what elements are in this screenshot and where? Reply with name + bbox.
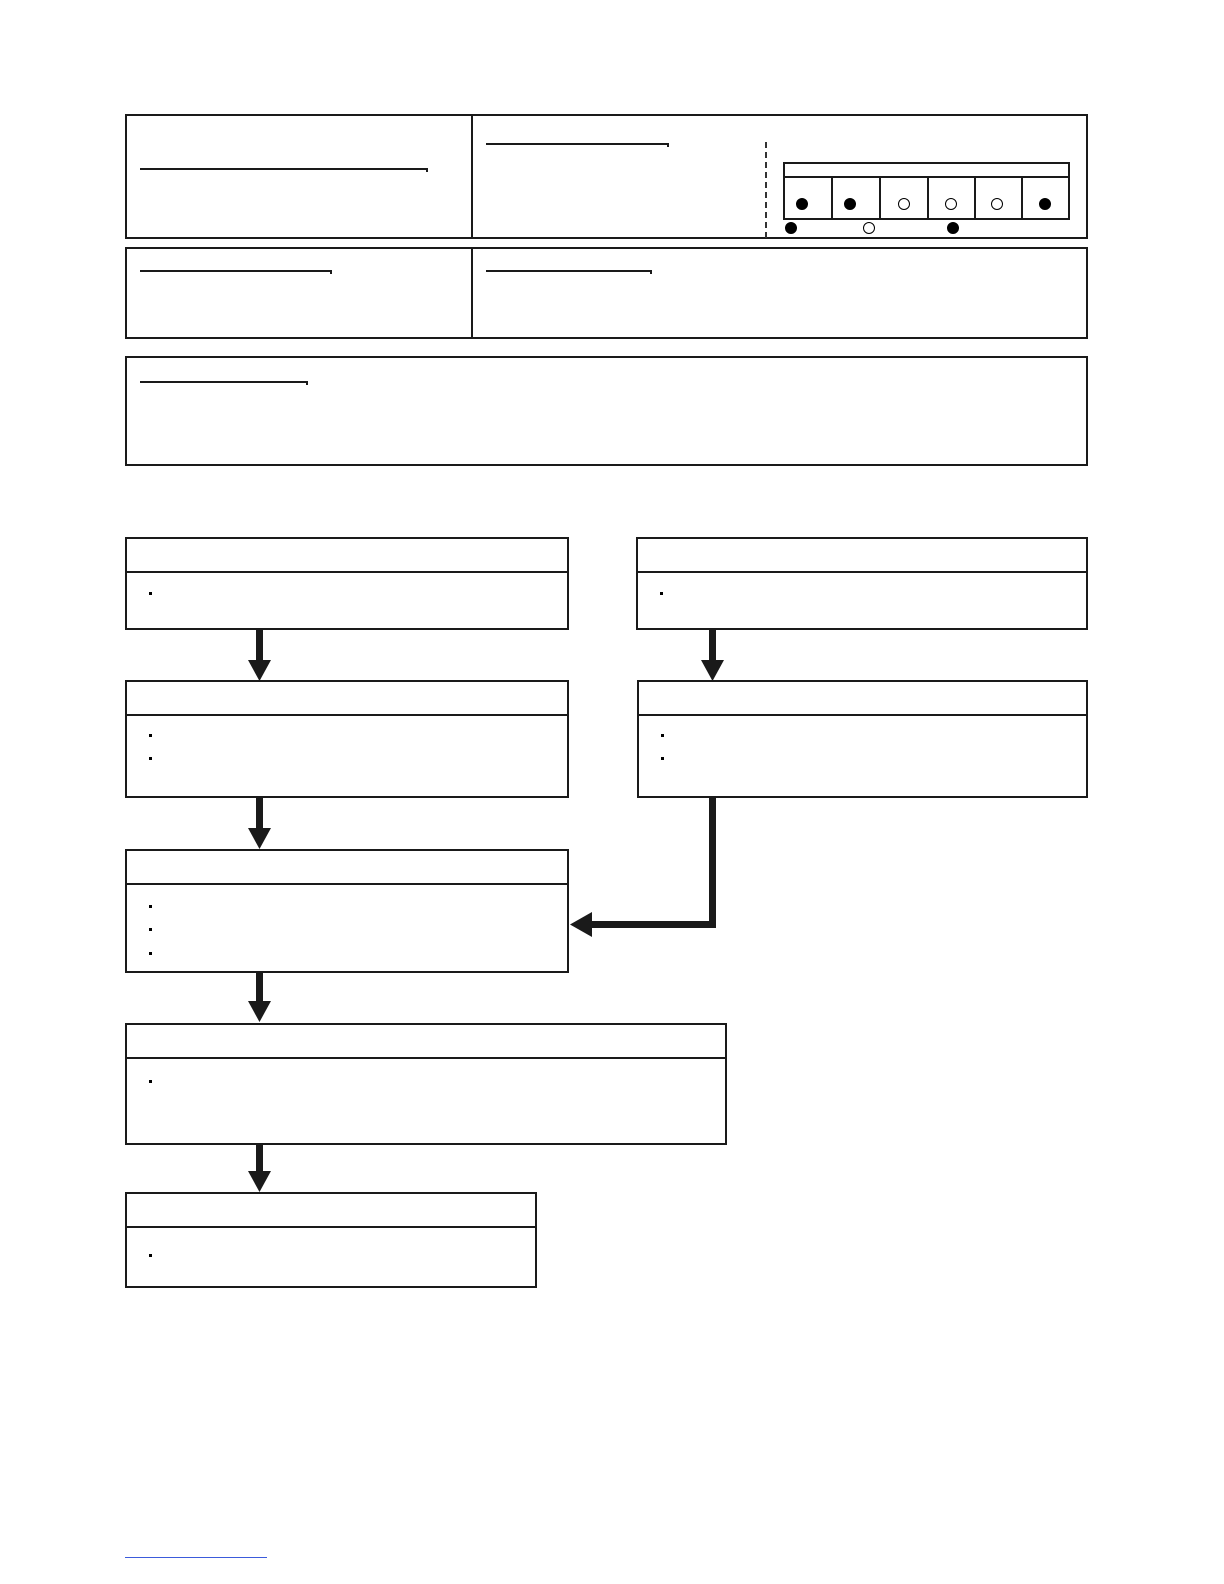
footer-link-underline[interactable] — [125, 1557, 267, 1558]
arrow-shaft — [256, 973, 263, 1003]
arrow-head — [248, 1001, 271, 1022]
arrow-head — [248, 660, 271, 681]
arrow-head — [570, 912, 592, 937]
arrow-shaft — [709, 798, 716, 928]
arrow-shaft — [256, 1145, 263, 1173]
arrow-head — [248, 828, 271, 849]
arrow-head — [248, 1171, 271, 1192]
arrow-shaft — [709, 630, 716, 662]
arrow-shaft — [590, 921, 716, 928]
arrow-head — [701, 660, 724, 681]
arrow-shaft — [256, 798, 263, 830]
arrow-shaft — [256, 630, 263, 662]
